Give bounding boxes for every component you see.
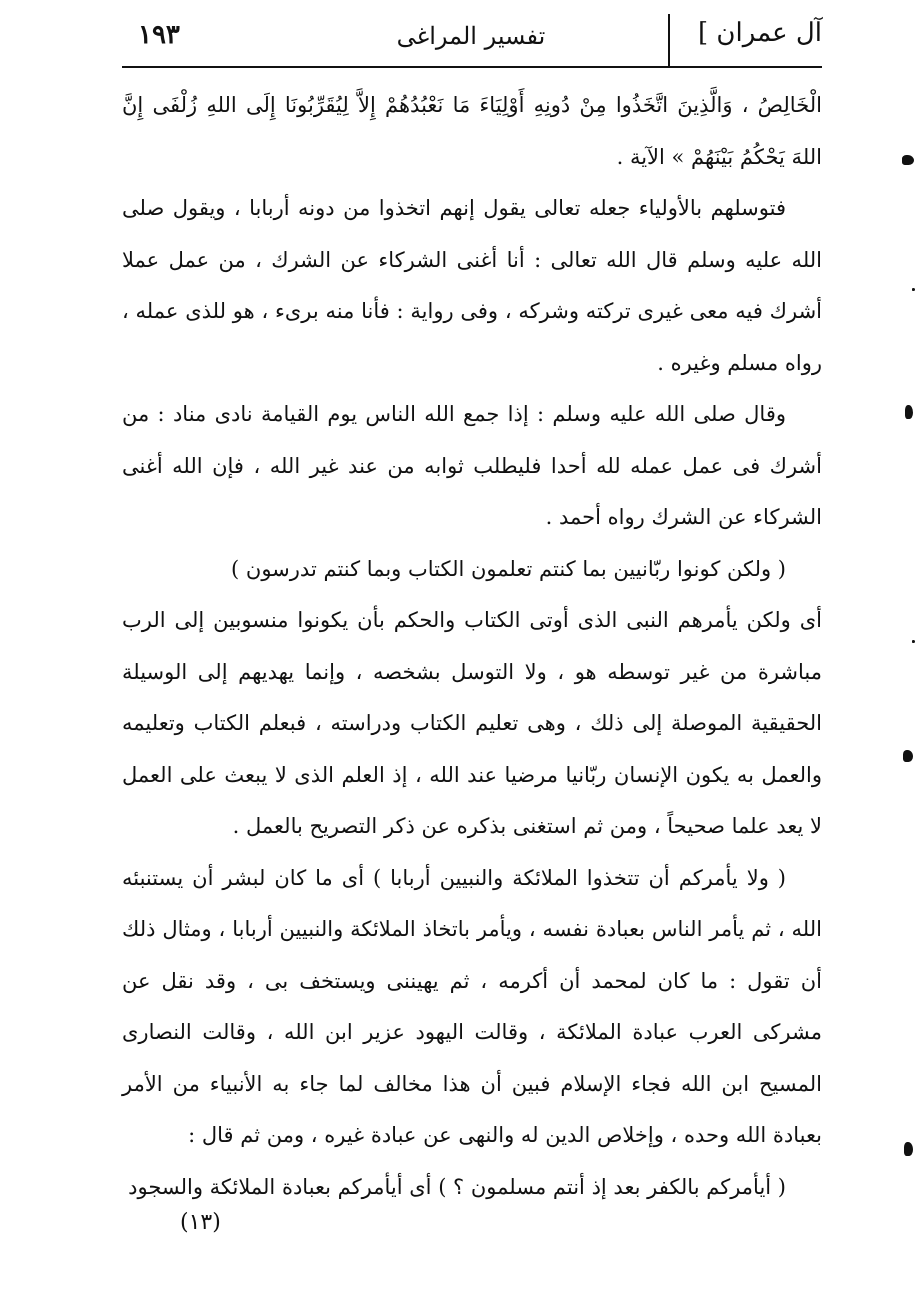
quran-verse-continuation: الْخَالِصُ ، وَالَّذِينَ اتَّخَذُوا مِنْ دُونِهِ أَوْلِيَاءَ مَا نَعْبُدُهُمْ إِلاَّ لِيُقَرِّبُونَا إِلَى اللهِ زُلْفَى إِنَّ اللهَ يَحْكُمُ بَيْنَهُمْ » الآية .: [122, 93, 822, 169]
scan-speck: [905, 405, 913, 419]
body-text: [122, 80, 822, 1213]
page-header: [120, 14, 822, 66]
paragraph: ( ولا يأمركم أن تتخذوا الملائكة والنبيين أربابا ) أى ما كان لبشر أن يستنبئه الله ، ثم يأمر الناس بعبادة نفسه ، ويأمر باتخاذ الملائكة والنبيين أربابا ، ومثال ذلك أن تقول : ما كان لمحمد أن أكرمه ، ثم يهيننى ويستخف بى ، وقد نقل عن مشركى العرب عبادة الملائكة ، وقالت اليهود عزير ابن الله ، وقالت النصارى المسيح ابن الله فجاء الإسلام فبين أن هذا مخالف لما جاء به الأنبياء من الأمر بعبادة الله وحده ، وإخلاص الدين له والنهى عن عبادة غيره ، ومن ثم قال :: [122, 865, 822, 1147]
scan-speck: [902, 155, 914, 165]
paragraph: أى ولكن يأمرهم النبى الذى أوتى الكتاب والحكم بأن يكونوا منسوبين إلى الرب مباشرة من غير توسطه هو ، ولا التوسل بشخصه ، وإنما يهديهم إلى الوسيلة الحقيقية الموصلة إلى ذلك ، وهى تعليم الكتاب ودراسته ، فبعلم الكتاب وتعليمه والعمل به يكون الإنسان ربّانيا مرضيا عند الله ، إذ العلم الذى لا يبعث على العمل لا يعد علما صحيحاً ، ومن ثم استغنى بذكره عن ذكر التصريح بالعمل .: [122, 608, 822, 838]
signature-mark: (١٣): [180, 1210, 221, 1235]
paragraph: فتوسلهم بالأولياء جعله تعالى يقول إنهم اتخذوا من دونه أربابا ، ويقول صلى الله عليه وسلم قال الله تعالى : أنا أغنى الشركاء عن الشرك ، من عمل عملا أشرك فيه معى غيرى تركته وشركه ، وفى رواية : فأنا منه برىء ، هو للذى عمله ، رواه مسلم وغيره .: [122, 196, 822, 375]
scan-speck: [912, 640, 915, 643]
scan-speck: [903, 750, 913, 762]
scan-speck: [904, 1142, 913, 1156]
paragraph: ( أيأمركم بالكفر بعد إذ أنتم مسلمون ؟ ) أى أيأمركم بعبادة الملائكة والسجود: [128, 1174, 786, 1199]
book-title: تفسير المراغى: [396, 22, 546, 50]
verse-quote: ( ولكن كونوا ربّانيين بما كنتم تعلمون الكتاب وبما كنتم تدرسون ): [231, 556, 786, 581]
header-rule: [122, 66, 822, 68]
paragraph: وقال صلى الله عليه وسلم : إذا جمع الله الناس يوم القيامة نادى مناد : من أشرك فى عمل عمله لله أحدا فليطلب ثوابه من عند غير الله ، فإن الله أغنى الشركاء عن الشرك رواه أحمد .: [122, 402, 822, 529]
scan-speck: [912, 288, 915, 291]
page-number: ١٩٣: [138, 20, 180, 50]
chapter-name: آل عمران ]: [698, 18, 822, 48]
